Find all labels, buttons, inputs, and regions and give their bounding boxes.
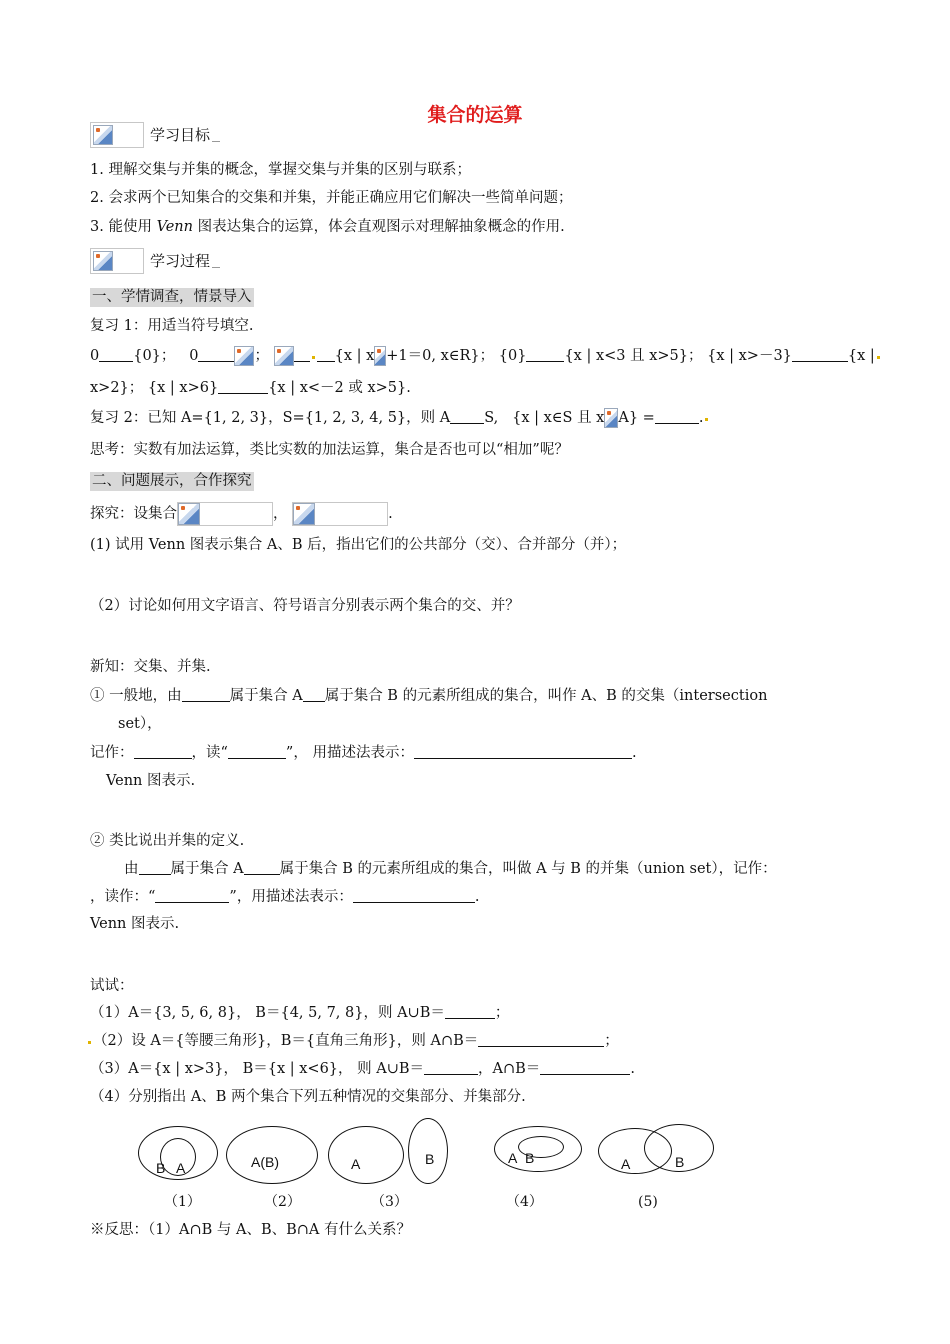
text: .	[698, 410, 704, 426]
broken-image-icon	[234, 346, 254, 366]
text: {x | x>6}	[147, 380, 219, 396]
try-3	[90, 1059, 635, 1079]
answer-blank[interactable]	[182, 687, 230, 702]
text: .	[388, 506, 393, 522]
venn-label: A	[621, 1156, 631, 1172]
def-1-line-2: set），	[118, 716, 162, 732]
diagram-caption: （4）	[506, 1194, 543, 1210]
text: {0}	[498, 348, 527, 364]
think-question: 思考：实数有加法运算，类比实数的加法运算，集合是否也可以“相加”呢？	[90, 442, 569, 458]
venn-label: B	[425, 1151, 435, 1167]
image-placeholder	[90, 248, 144, 274]
text: 复习 2：已知 A={1, 2, 3}，S={1, 2, 3, 4, 5}，则 A	[90, 410, 451, 426]
process-header	[90, 248, 220, 274]
text: ；	[254, 348, 269, 364]
text: ；	[604, 1033, 619, 1049]
marker-dot	[312, 356, 315, 359]
def-1-line-1	[90, 686, 767, 706]
text: {x | x<－2 或 x>5}.	[268, 380, 411, 396]
process-header-label: 学习过程	[150, 252, 211, 270]
text: （3）A＝{x | x>3}， B＝{x | x<6}， 则 A∪B＝	[90, 1061, 425, 1077]
answer-blank[interactable]	[317, 347, 335, 362]
try-1	[90, 1003, 509, 1023]
text: 属于集合 A	[229, 688, 303, 704]
review-1-line-1	[90, 346, 882, 366]
broken-image-icon	[293, 503, 315, 525]
text: 记作：	[90, 745, 134, 761]
text: 0	[90, 348, 100, 364]
page-title: 集合的运算	[427, 104, 523, 126]
answer-blank[interactable]	[655, 409, 699, 424]
goal-item-3-prefix: 3. 能使用	[90, 219, 157, 235]
text: 属于集合 B 的元素所组成的集合，叫作 A、B 的交集（intersection	[324, 688, 768, 704]
answer-blank[interactable]	[244, 860, 280, 875]
goal-item-3	[90, 217, 565, 237]
goal-item-3-venn: Venn	[156, 219, 193, 235]
text: +1＝0, x∈R}；	[386, 348, 495, 364]
decorative-tick	[212, 141, 220, 142]
broken-image-icon	[274, 346, 294, 366]
def-2-line-3	[90, 887, 479, 907]
text: ”，用描述法表示：	[229, 889, 353, 905]
set-b-field	[292, 502, 388, 526]
venn-circle-a	[328, 1126, 404, 1184]
text: 探究：设集合	[90, 506, 177, 522]
def-1-venn: Venn 图表示.	[106, 773, 196, 789]
def-1-line-3	[90, 743, 637, 763]
answer-blank[interactable]	[139, 860, 171, 875]
def-2-line-2	[124, 859, 777, 879]
answer-blank[interactable]	[294, 347, 310, 362]
text: 属于集合 A	[170, 861, 244, 877]
text: ，读“	[191, 745, 228, 761]
text: （2）设 A＝{等腰三角形}，B＝{直角三角形}，则 A∩B＝	[93, 1033, 479, 1049]
text: {x | x	[334, 348, 375, 364]
try-2	[90, 1031, 619, 1051]
diagram-caption: （3）	[371, 1194, 408, 1210]
text: {x | x<3 且 x>5}；	[564, 348, 703, 364]
image-placeholder	[90, 122, 144, 148]
decorative-tick	[212, 267, 220, 268]
marker-dot	[88, 1041, 91, 1044]
venn-label: B	[675, 1154, 685, 1170]
answer-blank[interactable]	[792, 347, 848, 362]
answer-blank[interactable]	[198, 347, 234, 362]
answer-blank[interactable]	[450, 409, 484, 424]
answer-blank[interactable]	[218, 379, 268, 394]
broken-image-icon	[93, 251, 113, 271]
venn-label: B	[156, 1160, 166, 1176]
answer-blank[interactable]	[540, 1060, 630, 1075]
broken-image-icon	[374, 346, 386, 366]
diagram-caption: (5)	[638, 1194, 658, 1210]
diagram-caption: （1）	[164, 1194, 201, 1210]
marker-dot	[705, 418, 708, 421]
text: .	[630, 1061, 635, 1077]
text: ；	[494, 1005, 510, 1021]
text: {x | x>－3}	[707, 348, 792, 364]
review-2	[90, 408, 710, 428]
broken-image-icon	[93, 125, 113, 145]
answer-blank[interactable]	[445, 1004, 495, 1019]
text: A}	[618, 410, 639, 426]
answer-blank[interactable]	[414, 744, 632, 759]
try-4: （4）分别指出 A、B 两个集合下列五种情况的交集部分、并集部分.	[90, 1089, 526, 1105]
answer-blank[interactable]	[228, 744, 286, 759]
goal-item-3-suffix: 图表达集合的运算，体会直观图示对理解抽象概念的作用.	[192, 219, 565, 235]
venn-label: B	[525, 1150, 535, 1166]
answer-blank[interactable]	[478, 1032, 604, 1047]
venn-label: A	[176, 1160, 186, 1176]
text: ，读作：“	[90, 889, 156, 905]
def-2-venn: Venn 图表示.	[90, 916, 180, 932]
question-1: (1) 试用 Venn 图表示集合 A、B 后，指出它们的公共部分（交）、合并部分（并）；	[90, 537, 627, 553]
answer-blank[interactable]	[155, 888, 229, 903]
review-1-label: 复习 1：用适当符号填空.	[90, 318, 254, 334]
venn-label: A(B)	[251, 1154, 279, 1170]
text: {x | x∈S 且 x	[512, 410, 605, 426]
text: （1）A＝{3, 5, 6, 8}， B＝{4, 5, 7, 8}，则 A∪B＝	[90, 1005, 445, 1021]
section-1-title: 一、学情调查，情景导入	[92, 289, 252, 305]
goals-header-label: 学习目标	[150, 126, 211, 144]
text: ① 一般地，由	[90, 688, 182, 704]
text: {0}；	[133, 348, 176, 364]
explore-line	[90, 502, 393, 526]
new-knowledge: 新知：交集、并集.	[90, 659, 211, 675]
set-a-field	[177, 502, 273, 526]
answer-blank[interactable]	[526, 347, 564, 362]
answer-blank[interactable]	[134, 744, 192, 759]
text: S,	[484, 410, 499, 426]
text: x>2}；	[90, 380, 144, 396]
venn-label: A	[508, 1150, 518, 1166]
broken-image-icon	[604, 408, 618, 428]
broken-image-icon	[178, 503, 200, 525]
text: 由	[124, 861, 139, 877]
try-label: 试试：	[90, 978, 134, 994]
text: ，A∩B＝	[478, 1061, 541, 1077]
venn-label: A	[351, 1156, 361, 1172]
answer-blank[interactable]	[99, 347, 133, 362]
def-2-line-1: ② 类比说出并集的定义.	[90, 833, 245, 849]
answer-blank[interactable]	[303, 687, 325, 702]
text: 属于集合 B 的元素所组成的集合，叫做 A 与 B 的并集（union set），记作：	[279, 861, 777, 877]
question-2: （2）讨论如何用文字语言、符号语言分别表示两个集合的交、并？	[90, 598, 520, 614]
goal-item-1: 1. 理解交集与并集的概念，掌握交集与并集的区别与联系；	[90, 162, 471, 178]
text: ”， 用描述法表示：	[285, 745, 414, 761]
goal-item-2: 2. 会求两个已知集合的交集和并集，并能正确应用它们解决一些简单问题；	[90, 190, 573, 206]
text: ，	[273, 506, 288, 522]
review-1-line-2	[90, 378, 411, 398]
text: .	[474, 889, 480, 905]
text: {x |	[847, 348, 875, 364]
section-2-title: 二、问题展示，合作探究	[92, 473, 252, 489]
text: .	[631, 745, 637, 761]
text: 0	[189, 348, 199, 364]
diagram-caption: （2）	[264, 1194, 301, 1210]
answer-blank[interactable]	[353, 888, 475, 903]
reflection: ※反思：（1）A∩B 与 A、B、B∩A 有什么关系？	[90, 1222, 411, 1238]
text: =	[642, 410, 655, 426]
goals-header	[90, 122, 220, 148]
answer-blank[interactable]	[424, 1060, 478, 1075]
marker-dot	[877, 356, 880, 359]
